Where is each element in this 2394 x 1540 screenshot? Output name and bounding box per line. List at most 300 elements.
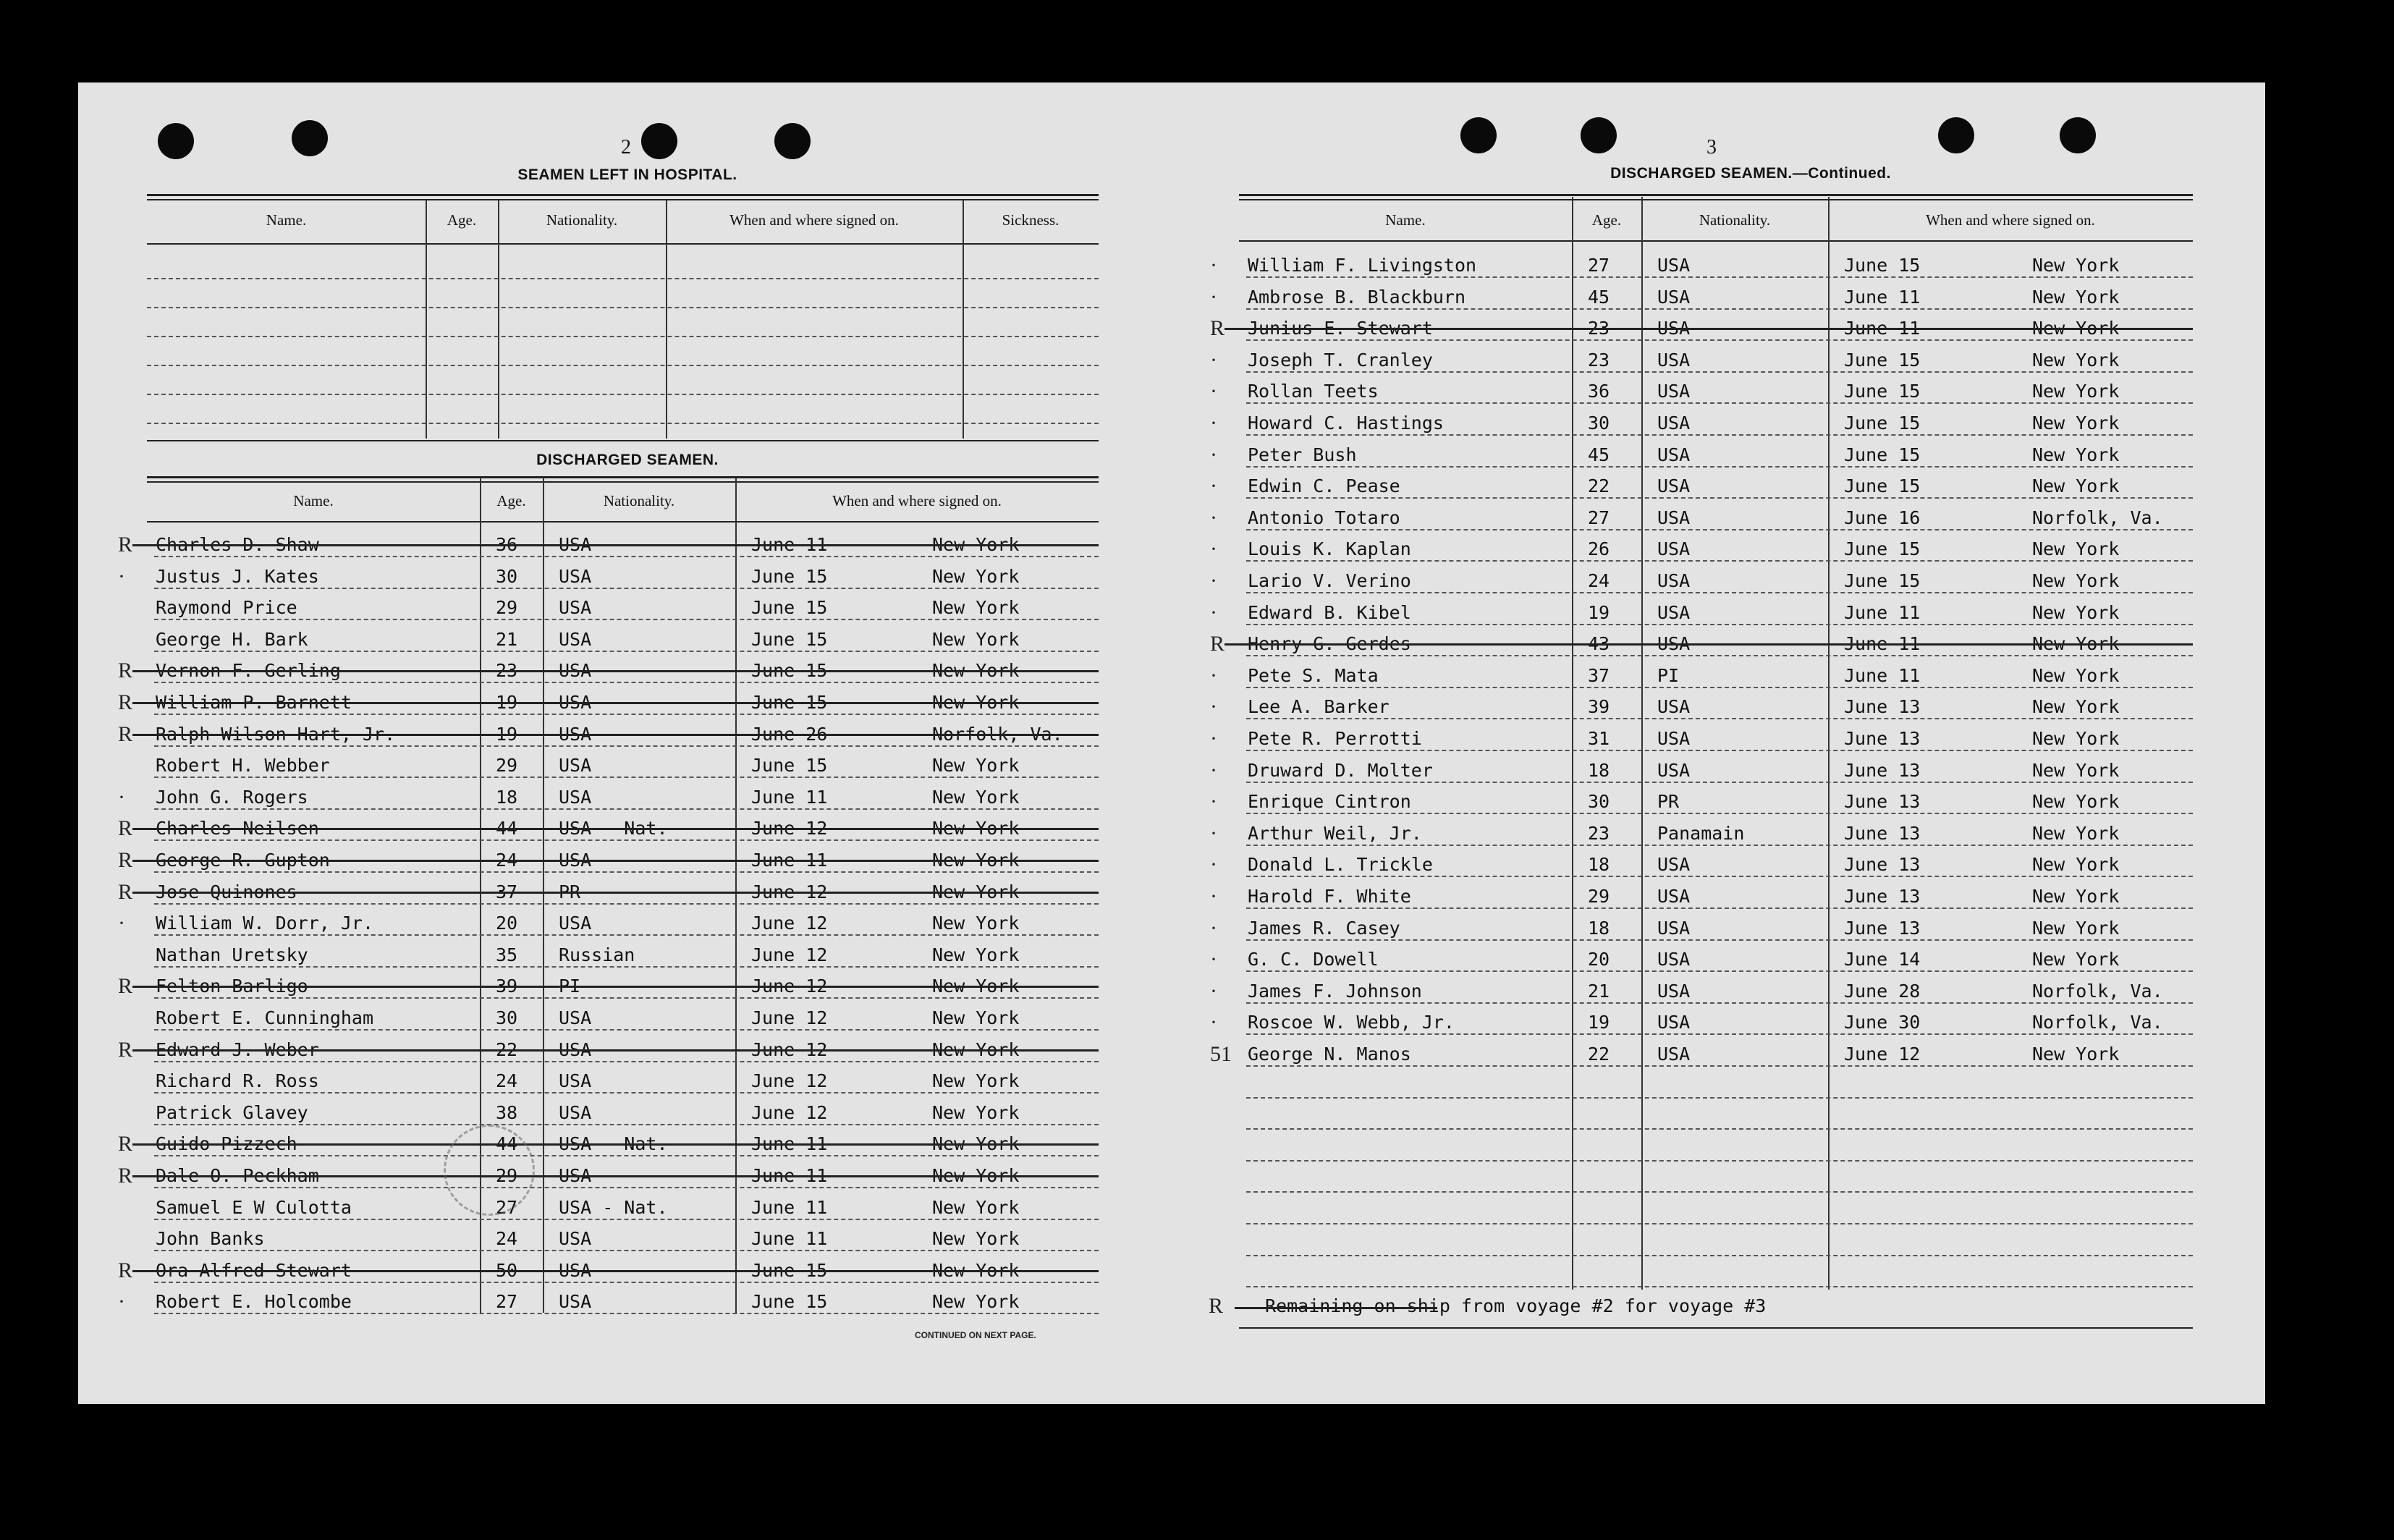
seaman-nationality: USA bbox=[559, 1291, 592, 1313]
dotted-row-line bbox=[1246, 466, 2193, 468]
rule bbox=[1239, 199, 2193, 200]
signed-on-place: New York bbox=[932, 1133, 1020, 1155]
seaman-name: Pete R. Perrotti bbox=[1248, 728, 1422, 749]
row-margin-mark: · bbox=[1210, 852, 1217, 877]
signed-on-date: June 12 bbox=[751, 1007, 828, 1028]
signed-on-date: June 11 bbox=[751, 1196, 828, 1218]
seaman-age: 26 bbox=[1588, 538, 1610, 560]
seaman-age: 24 bbox=[1588, 570, 1610, 591]
dotted-row-line bbox=[154, 556, 1099, 557]
signed-on-date: June 30 bbox=[1844, 1012, 1921, 1033]
discharged-continued-title: DISCHARGED SEAMEN.—Continued. bbox=[1610, 165, 1891, 182]
rule bbox=[147, 440, 1099, 441]
seaman-nationality: USA bbox=[559, 1228, 592, 1250]
signed-on-place: New York bbox=[932, 1228, 1020, 1250]
signed-on-place: New York bbox=[2032, 791, 2120, 813]
dotted-row-line bbox=[1246, 970, 2193, 972]
row-margin-mark: R bbox=[118, 1258, 133, 1282]
signed-on-date: June 15 bbox=[751, 565, 828, 587]
signed-on-date: June 28 bbox=[1844, 980, 1921, 1002]
seaman-nationality: USA bbox=[559, 534, 592, 555]
row-margin-mark: 51 bbox=[1210, 1042, 1232, 1066]
seaman-name: Lario V. Verino bbox=[1248, 570, 1411, 591]
seaman-age: 45 bbox=[1588, 444, 1610, 465]
signed-on-date: June 15 bbox=[751, 597, 828, 619]
dotted-row-line bbox=[147, 423, 1099, 424]
row-margin-mark: · bbox=[1210, 600, 1217, 625]
seaman-name: Donald L. Trickle bbox=[1248, 854, 1433, 876]
signed-on-place: New York bbox=[932, 1038, 1020, 1060]
dotted-row-line bbox=[1246, 1033, 2193, 1035]
signed-on-place: New York bbox=[2032, 349, 2120, 371]
seaman-nationality: USA bbox=[559, 628, 592, 650]
column-divider bbox=[666, 200, 667, 439]
seaman-name: William F. Livingston bbox=[1248, 255, 1477, 276]
strike-through-line bbox=[132, 860, 1099, 862]
rule bbox=[147, 476, 1099, 478]
row-margin-mark: · bbox=[1210, 663, 1217, 688]
signed-on-place: New York bbox=[2032, 854, 2120, 876]
row-margin-mark: R bbox=[118, 879, 133, 904]
signed-on-date: June 15 bbox=[751, 628, 828, 650]
punch-hole bbox=[158, 123, 194, 159]
signed-on-date: June 13 bbox=[1844, 696, 1921, 718]
seaman-name: Felton Barligo bbox=[156, 976, 308, 997]
signed-on-place: New York bbox=[2032, 255, 2120, 276]
row-margin-mark: · bbox=[1210, 505, 1217, 530]
dotted-row-line bbox=[154, 1124, 1099, 1125]
seaman-nationality: USA bbox=[559, 850, 592, 871]
row-margin-mark: · bbox=[1210, 758, 1217, 782]
rule bbox=[1239, 1327, 2193, 1329]
seaman-name: Lee A. Barker bbox=[1248, 696, 1390, 718]
seaman-name: Junius E. Stewart bbox=[1248, 318, 1433, 339]
seaman-age: 27 bbox=[496, 1291, 518, 1313]
row-margin-mark: R bbox=[118, 974, 133, 999]
punch-hole bbox=[774, 123, 811, 159]
signed-on-date: June 15 bbox=[1844, 381, 1921, 402]
signed-on-place: New York bbox=[932, 1165, 1020, 1186]
signed-on-date: June 15 bbox=[751, 1259, 828, 1281]
column-divider bbox=[426, 200, 427, 439]
signed-on-place: New York bbox=[932, 1291, 1020, 1313]
seaman-age: 36 bbox=[1588, 381, 1610, 402]
row-margin-mark: · bbox=[1210, 915, 1217, 940]
dotted-row-line bbox=[154, 1313, 1099, 1314]
row-margin-mark: R bbox=[118, 1132, 133, 1156]
signed-on-date: June 15 bbox=[751, 660, 828, 682]
seaman-nationality: PI bbox=[559, 976, 581, 997]
signed-on-date: June 13 bbox=[1844, 917, 1921, 939]
dotted-row-line bbox=[154, 1092, 1099, 1093]
seaman-name: George R. Gupton bbox=[156, 850, 330, 871]
seaman-age: 29 bbox=[1588, 886, 1610, 907]
signed-on-place: New York bbox=[2032, 475, 2120, 497]
signed-on-place: New York bbox=[2032, 444, 2120, 465]
seaman-age: 27 bbox=[1588, 507, 1610, 528]
seaman-name: John G. Rogers bbox=[156, 786, 308, 808]
remaining-strike bbox=[1235, 1307, 1437, 1309]
seaman-name: Robert H. Webber bbox=[156, 755, 330, 777]
strike-through-line bbox=[132, 892, 1099, 894]
row-margin-mark: R bbox=[118, 1037, 133, 1062]
row-margin-mark: R bbox=[118, 722, 133, 746]
dotted-row-line bbox=[1246, 655, 2193, 656]
seaman-name: Harold F. White bbox=[1248, 886, 1411, 907]
punch-hole bbox=[2060, 117, 2096, 153]
dotted-row-line bbox=[154, 1061, 1099, 1062]
row-margin-mark: · bbox=[118, 911, 125, 936]
seaman-age: 30 bbox=[1588, 791, 1610, 813]
dotted-row-line bbox=[1246, 560, 2193, 562]
signed-on-place: Norfolk, Va. bbox=[2032, 1012, 2163, 1033]
seaman-name: George H. Bark bbox=[156, 628, 308, 650]
seaman-name: Druward D. Molter bbox=[1248, 759, 1433, 781]
seaman-age: 23 bbox=[1588, 318, 1610, 339]
signed-on-place: New York bbox=[2032, 759, 2120, 781]
seaman-nationality: USA bbox=[1657, 980, 1691, 1002]
seaman-age: 18 bbox=[1588, 917, 1610, 939]
dotted-row-line bbox=[1246, 718, 2193, 719]
seaman-nationality: USA bbox=[1657, 381, 1691, 402]
seaman-age: 43 bbox=[1588, 633, 1610, 655]
signed-on-place: New York bbox=[932, 628, 1020, 650]
signed-on-date: June 11 bbox=[751, 850, 828, 871]
dotted-row-line bbox=[1246, 402, 2193, 404]
strike-through-line bbox=[1225, 643, 2193, 646]
strike-through-line bbox=[132, 702, 1099, 704]
dotted-row-line bbox=[154, 1219, 1099, 1220]
signed-on-place: New York bbox=[2032, 664, 2120, 686]
row-margin-mark: R bbox=[118, 848, 133, 872]
seaman-age: 21 bbox=[496, 628, 518, 650]
signed-on-place: Norfolk, Va. bbox=[2032, 980, 2163, 1002]
continued-note: CONTINUED ON NEXT PAGE. bbox=[915, 1330, 1036, 1340]
signed-on-date: June 11 bbox=[751, 534, 828, 555]
seaman-nationality: PR bbox=[1657, 791, 1680, 813]
hospital-col-header: When and where signed on. bbox=[729, 211, 899, 229]
seaman-nationality: USA bbox=[559, 723, 592, 745]
dotted-row-line bbox=[1246, 1160, 2193, 1162]
row-margin-mark: · bbox=[1210, 569, 1217, 593]
signed-on-place: New York bbox=[932, 660, 1020, 682]
signed-on-date: June 15 bbox=[1844, 255, 1921, 276]
seaman-age: 35 bbox=[496, 944, 518, 965]
seaman-nationality: USA - Nat. bbox=[559, 1133, 668, 1155]
dotted-row-line bbox=[1246, 624, 2193, 625]
dotted-row-line bbox=[1246, 876, 2193, 877]
dotted-row-line bbox=[1246, 1223, 2193, 1224]
dotted-row-line bbox=[147, 278, 1099, 279]
seaman-nationality: USA bbox=[1657, 854, 1691, 876]
seaman-nationality: PI bbox=[1657, 664, 1680, 686]
signed-on-date: June 12 bbox=[751, 881, 828, 902]
seaman-name: Enrique Cintron bbox=[1248, 791, 1411, 813]
strike-through-line bbox=[132, 1175, 1099, 1177]
seaman-name: Charles Neilsen bbox=[156, 818, 319, 839]
row-margin-mark: R bbox=[1210, 316, 1225, 341]
page-number: 3 bbox=[1706, 136, 1717, 158]
seaman-nationality: USA bbox=[559, 692, 592, 713]
dotted-row-line bbox=[154, 871, 1099, 873]
signed-on-date: June 15 bbox=[1844, 349, 1921, 371]
seaman-name: Edward B. Kibel bbox=[1248, 601, 1411, 623]
seaman-age: 44 bbox=[496, 1133, 518, 1155]
signed-on-date: June 11 bbox=[751, 1228, 828, 1250]
row-margin-mark: · bbox=[118, 784, 125, 809]
dotted-row-line bbox=[154, 1155, 1099, 1156]
hospital-col-header: Sickness. bbox=[1002, 211, 1059, 229]
rule bbox=[147, 243, 1099, 245]
signed-on-date: June 13 bbox=[1844, 822, 1921, 844]
seaman-name: Nathan Uretsky bbox=[156, 944, 308, 965]
row-margin-mark: · bbox=[118, 564, 125, 588]
seaman-name: Ralph Wilson Hart, Jr. bbox=[156, 723, 396, 745]
seaman-age: 39 bbox=[1588, 696, 1610, 718]
signed-on-place: Norfolk, Va. bbox=[932, 723, 1063, 745]
seaman-age: 23 bbox=[496, 660, 518, 682]
signed-on-place: New York bbox=[932, 1259, 1020, 1281]
document-page bbox=[78, 82, 2265, 1404]
seaman-name: Ambrose B. Blackburn bbox=[1248, 286, 1466, 308]
dotted-row-line bbox=[1246, 497, 2193, 499]
signed-on-date: June 12 bbox=[751, 944, 828, 965]
signed-on-date: June 11 bbox=[1844, 601, 1921, 623]
seaman-name: Pete S. Mata bbox=[1248, 664, 1379, 686]
dotted-row-line bbox=[1246, 813, 2193, 814]
seaman-age: 24 bbox=[496, 1228, 518, 1250]
seaman-nationality: USA bbox=[1657, 318, 1691, 339]
dotted-row-line bbox=[1246, 1065, 2193, 1067]
dotted-row-line bbox=[154, 903, 1099, 905]
row-margin-mark: R bbox=[118, 816, 133, 841]
seaman-age: 18 bbox=[496, 786, 518, 808]
signed-on-place: New York bbox=[2032, 822, 2120, 844]
signed-on-place: New York bbox=[2032, 381, 2120, 402]
signed-on-place: New York bbox=[932, 881, 1020, 902]
page-number: 2 bbox=[621, 136, 631, 158]
seaman-name: Richard R. Ross bbox=[156, 1070, 319, 1092]
dotted-row-line bbox=[1246, 1286, 2193, 1287]
seaman-age: 38 bbox=[496, 1101, 518, 1123]
seaman-name: Peter Bush bbox=[1248, 444, 1357, 465]
seaman-name: Edward J. Weber bbox=[156, 1038, 319, 1060]
row-margin-mark: · bbox=[1210, 347, 1217, 372]
faded-stamp bbox=[444, 1125, 535, 1216]
seaman-name: William W. Dorr, Jr. bbox=[156, 913, 374, 934]
dotted-row-line bbox=[1246, 1128, 2193, 1130]
seaman-age: 24 bbox=[496, 850, 518, 871]
column-divider bbox=[1572, 197, 1573, 1290]
seaman-nationality: USA bbox=[1657, 759, 1691, 781]
dotted-row-line bbox=[1246, 908, 2193, 909]
seaman-nationality: USA bbox=[1657, 601, 1691, 623]
seaman-nationality: USA bbox=[1657, 1044, 1691, 1065]
signed-on-date: June 15 bbox=[1844, 412, 1921, 433]
seaman-age: 37 bbox=[1588, 664, 1610, 686]
seaman-name: William P. Barnett bbox=[156, 692, 352, 713]
seaman-nationality: USA bbox=[559, 565, 592, 587]
strike-through-line bbox=[132, 1049, 1099, 1052]
punch-hole bbox=[1460, 117, 1497, 153]
signed-on-date: June 13 bbox=[1844, 854, 1921, 876]
seaman-nationality: USA bbox=[1657, 633, 1691, 655]
row-margin-mark: R bbox=[118, 659, 133, 683]
signed-on-place: New York bbox=[932, 755, 1020, 777]
seaman-age: 18 bbox=[1588, 854, 1610, 876]
seaman-name: Rollan Teets bbox=[1248, 381, 1379, 402]
dotted-row-line bbox=[147, 365, 1099, 366]
signed-on-date: June 13 bbox=[1844, 759, 1921, 781]
dotted-row-line bbox=[1246, 434, 2193, 436]
seaman-age: 19 bbox=[496, 692, 518, 713]
row-margin-mark: · bbox=[1210, 379, 1217, 404]
signed-on-place: New York bbox=[2032, 318, 2120, 339]
row-margin-mark: · bbox=[1210, 253, 1217, 277]
signed-on-place: New York bbox=[932, 850, 1020, 871]
signed-on-place: New York bbox=[2032, 917, 2120, 939]
seaman-age: 19 bbox=[496, 723, 518, 745]
signed-on-place: New York bbox=[932, 976, 1020, 997]
seaman-nationality: USA bbox=[1657, 538, 1691, 560]
seaman-name: Howard C. Hastings bbox=[1248, 412, 1444, 433]
seaman-name: Guido Pizzech bbox=[156, 1133, 297, 1155]
seaman-nationality: USA bbox=[1657, 696, 1691, 718]
row-margin-mark: · bbox=[1210, 442, 1217, 467]
column-divider bbox=[1641, 197, 1643, 1290]
seaman-nationality: USA bbox=[1657, 349, 1691, 371]
dotted-row-line bbox=[1246, 276, 2193, 278]
signed-on-place: Norfolk, Va. bbox=[2032, 507, 2163, 528]
col-header: Age. bbox=[496, 492, 526, 509]
row-margin-mark: · bbox=[1210, 411, 1217, 435]
row-margin-mark: R bbox=[118, 690, 133, 714]
punch-hole bbox=[1938, 117, 1974, 153]
seaman-name: Robert E. Cunningham bbox=[156, 1007, 374, 1028]
seaman-name: Patrick Glavey bbox=[156, 1101, 308, 1123]
row-margin-mark: · bbox=[1210, 884, 1217, 908]
seaman-age: 31 bbox=[1588, 728, 1610, 749]
seaman-nationality: USA bbox=[559, 786, 592, 808]
col-header: When and where signed on. bbox=[832, 492, 1002, 509]
signed-on-place: New York bbox=[2032, 570, 2120, 591]
seaman-age: 39 bbox=[496, 976, 518, 997]
signed-on-date: June 12 bbox=[751, 1070, 828, 1092]
signed-on-place: New York bbox=[932, 1196, 1020, 1218]
signed-on-date: June 15 bbox=[1844, 475, 1921, 497]
dotted-row-line bbox=[1246, 1097, 2193, 1099]
dotted-row-line bbox=[154, 588, 1099, 589]
seaman-nationality: USA bbox=[559, 660, 592, 682]
seaman-nationality: USA - Nat. bbox=[559, 818, 668, 839]
dotted-row-line bbox=[147, 394, 1099, 395]
signed-on-date: June 11 bbox=[751, 786, 828, 808]
strike-through-line bbox=[132, 1143, 1099, 1146]
signed-on-date: June 12 bbox=[751, 818, 828, 839]
col-header: When and where signed on. bbox=[1926, 211, 2095, 229]
dotted-row-line bbox=[154, 1282, 1099, 1283]
seaman-name: Raymond Price bbox=[156, 597, 297, 619]
seaman-age: 18 bbox=[1588, 759, 1610, 781]
rule bbox=[147, 521, 1099, 522]
punch-hole bbox=[1581, 117, 1617, 153]
remaining-mark: R bbox=[1209, 1294, 1224, 1318]
dotted-row-line bbox=[154, 651, 1099, 652]
dotted-row-line bbox=[154, 839, 1099, 841]
seaman-nationality: USA bbox=[1657, 286, 1691, 308]
seaman-nationality: USA bbox=[1657, 949, 1691, 970]
dotted-row-line bbox=[154, 777, 1099, 778]
row-margin-mark: R bbox=[118, 1164, 133, 1188]
dotted-row-line bbox=[1246, 939, 2193, 941]
signed-on-date: June 11 bbox=[1844, 633, 1921, 655]
row-margin-mark: · bbox=[1210, 284, 1217, 309]
seaman-name: Joseph T. Cranley bbox=[1248, 349, 1433, 371]
signed-on-place: New York bbox=[2032, 633, 2120, 655]
discharged-section-title: DISCHARGED SEAMEN. bbox=[536, 452, 719, 468]
seaman-name: Edwin C. Pease bbox=[1248, 475, 1400, 497]
seaman-age: 20 bbox=[496, 913, 518, 934]
seaman-age: 44 bbox=[496, 818, 518, 839]
strike-through-line bbox=[132, 734, 1099, 736]
signed-on-date: June 12 bbox=[751, 1101, 828, 1123]
seaman-nationality: USA bbox=[559, 1259, 592, 1281]
seaman-nationality: USA bbox=[1657, 728, 1691, 749]
dotted-row-line bbox=[1246, 1191, 2193, 1193]
signed-on-date: June 11 bbox=[1844, 286, 1921, 308]
signed-on-place: New York bbox=[932, 534, 1020, 555]
seaman-nationality: USA bbox=[559, 1038, 592, 1060]
signed-on-date: June 12 bbox=[751, 913, 828, 934]
seaman-age: 29 bbox=[496, 755, 518, 777]
seaman-age: 27 bbox=[496, 1196, 518, 1218]
signed-on-place: New York bbox=[932, 818, 1020, 839]
hospital-col-header: Nationality. bbox=[546, 211, 618, 229]
rule bbox=[147, 481, 1099, 483]
dotted-row-line bbox=[154, 808, 1099, 810]
seaman-age: 19 bbox=[1588, 601, 1610, 623]
seaman-age: 23 bbox=[1588, 822, 1610, 844]
seaman-age: 50 bbox=[496, 1259, 518, 1281]
strike-through-line bbox=[132, 544, 1099, 546]
col-header: Age. bbox=[1591, 211, 1622, 229]
signed-on-date: June 13 bbox=[1844, 728, 1921, 749]
column-divider bbox=[1828, 197, 1830, 1290]
col-header: Name. bbox=[1385, 211, 1426, 229]
signed-on-place: New York bbox=[932, 565, 1020, 587]
signed-on-place: New York bbox=[2032, 601, 2120, 623]
seaman-nationality: USA bbox=[1657, 475, 1691, 497]
dotted-row-line bbox=[154, 997, 1099, 999]
column-divider bbox=[498, 200, 499, 439]
signed-on-date: June 11 bbox=[751, 1133, 828, 1155]
signed-on-date: June 12 bbox=[751, 976, 828, 997]
seaman-age: 21 bbox=[1588, 980, 1610, 1002]
punch-hole bbox=[641, 123, 677, 159]
seaman-age: 22 bbox=[1588, 1044, 1610, 1065]
dotted-row-line bbox=[154, 714, 1099, 715]
seaman-nationality: USA bbox=[1657, 886, 1691, 907]
seaman-name: Samuel E W Culotta bbox=[156, 1196, 352, 1218]
seaman-nationality: USA bbox=[559, 597, 592, 619]
seaman-age: 37 bbox=[496, 881, 518, 902]
dotted-row-line bbox=[154, 966, 1099, 968]
signed-on-place: New York bbox=[932, 1007, 1020, 1028]
dotted-row-line bbox=[147, 307, 1099, 308]
signed-on-place: New York bbox=[932, 786, 1020, 808]
seaman-age: 24 bbox=[496, 1070, 518, 1092]
seaman-nationality: USA - Nat. bbox=[559, 1196, 668, 1218]
